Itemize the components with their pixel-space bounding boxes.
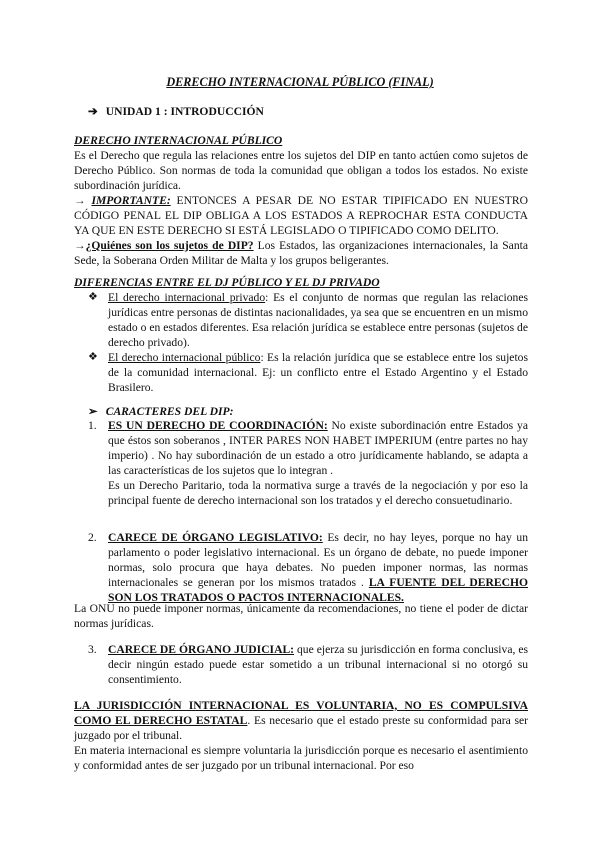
arrow-icon: →	[74, 239, 86, 252]
question-text: Los Estados, las organizaciones internacionales, la Santa Sede, la Soberana Orden Militar de Malta y los grupos beligerantes.	[74, 239, 528, 267]
arrow-icon: →	[74, 194, 86, 207]
item-number: 3.	[88, 643, 97, 656]
item-paragraph-2: Es un Derecho Paritario, toda la normativa surge a través de la negociación y por eso la principal fuente de derecho internacional son los tratados y el derecho consuetudinario.	[108, 479, 528, 507]
jurisdiction-heading: LA JURISDICCIÓN INTERNACIONAL ES VOLUNTARIA, NO ES COMPULSIVA COMO EL DERECHO ESTATAL	[74, 699, 528, 727]
section-differences-heading: DIFERENCIAS ENTRE EL DJ PÚBLICO Y EL DJ PRIVADO	[74, 276, 380, 289]
item-number: 2.	[88, 531, 97, 544]
item-label: El derecho internacional privado	[108, 291, 266, 304]
caracteres-label: CARACTERES DEL DIP:	[105, 405, 234, 418]
item-text: No existe subordinación entre Estados ya que éstos son soberanos , INTER PARES NON HABET IMPERIUM (entre partes no hay imperio) . No hay subordinación de un estado a otro jurídicamente hablando, se adapta a las características de los sujetos que lo integran .	[108, 419, 528, 477]
question-label: ¿Quiénes son los sujetos de DIP?	[85, 239, 254, 252]
item-label: ES UN DERECHO DE COORDINACIÓN:	[108, 419, 328, 432]
unit-heading	[88, 104, 264, 119]
characteristic-3	[88, 642, 528, 687]
item-text: : Es la relación jurídica que se establece entre los sujetos de la comunidad internacional. Ej: un conflicto entre el Estado Argentino y el Estado Brasilero.	[108, 351, 528, 394]
important-note	[74, 193, 528, 238]
section-differences-heading-wrap	[74, 275, 528, 290]
item-paragraph	[108, 642, 528, 687]
list-item	[88, 290, 528, 350]
item-text: que ejerza su jurisdicción en forma conclusiva, es decir ningún estado puede estar sometido a un tribunal internacional si no otorgó su consentimiento.	[108, 643, 528, 686]
section-dip	[74, 133, 528, 268]
diamond-bullet-icon: ❖	[88, 351, 98, 363]
item-label: CARECE DE ÓRGANO JUDICIAL:	[108, 643, 295, 656]
item-number: 1.	[88, 419, 97, 432]
jurisdiction-text: . Es necesario que el estado preste su conformidad para ser juzgado por el tribunal.	[74, 714, 528, 742]
list-item	[88, 350, 528, 395]
differences-list	[88, 290, 528, 395]
arrowhead-bullet-icon: ➢	[88, 405, 98, 418]
characteristic-1	[88, 418, 528, 508]
document-title: DERECHO INTERNACIONAL PÚBLICO (FINAL)	[166, 75, 434, 89]
item-paragraph	[108, 418, 528, 478]
characteristic-2	[88, 530, 528, 605]
section-jurisdiction	[74, 698, 528, 773]
item-text: Es decir, no hay leyes, porque no hay un parlamento o poder legislativo internacional. Es un órgano de debate, no puede imponer normas, solo procura que haya debates. No pueden imponer normas, las normas internacionales se generan por los mismos tratados .	[108, 531, 528, 589]
arrow-right-icon: ➔	[88, 105, 98, 118]
onu-note: La ONU no puede imponer normas, únicamente da recomendaciones, no tiene el poder de dictar normas jurídicas.	[74, 602, 528, 630]
item-label: CARECE DE ÓRGANO LEGISLATIVO:	[108, 531, 323, 544]
item-label: El derecho internacional público	[108, 351, 261, 364]
unit-label: UNIDAD 1 : INTRODUCCIÓN	[105, 105, 264, 118]
jurisdiction-paragraph	[74, 698, 528, 743]
important-label: IMPORTANTE:	[91, 194, 171, 207]
item-text: : Es el conjunto de normas que regulan las relaciones jurídicas entre personas de distintas nacionalidades, ya sea que se encuentren en un mismo estado o en estados diferentes. Esa relación jurídica se establece entre personas (sujetos de derecho privado).	[108, 291, 528, 349]
item-paragraph	[108, 530, 528, 605]
important-text: ENTONCES A PESAR DE NO ESTAR TIPIFICADO EN NUESTRO CÓDIGO PENAL EL DIP OBLIGA A LOS ESTADOS A REPROCHAR ESTA CONDUCTA YA QUE EN ESTE DERECHO SI ESTÁ LEGISLADO O TIPIFICADO COMO DELITO.	[74, 194, 528, 237]
subjects-question	[74, 238, 528, 268]
jurisdiction-paragraph-2: En materia internacional es siempre voluntaria la jurisdicción porque es necesario el asentimiento y conformidad antes de ser juzgado por un tribunal internacional. Por eso	[74, 744, 528, 772]
section-dip-paragraph: Es el Derecho que regula las relaciones entre los sujetos del DIP en tanto actúen como sujetos de Derecho Público. Son normas de toda la comunidad que obligan a todos los estados. No existe subordinación jurídica.	[74, 149, 528, 192]
section-dip-heading: DERECHO INTERNACIONAL PÚBLICO	[74, 134, 283, 147]
caracteres-heading	[88, 404, 234, 419]
item-emphasis: LA FUENTE DEL DERECHO SON LOS TRATADOS O PACTOS INTERNACIONALES.	[108, 576, 528, 604]
diamond-bullet-icon: ❖	[88, 291, 98, 303]
